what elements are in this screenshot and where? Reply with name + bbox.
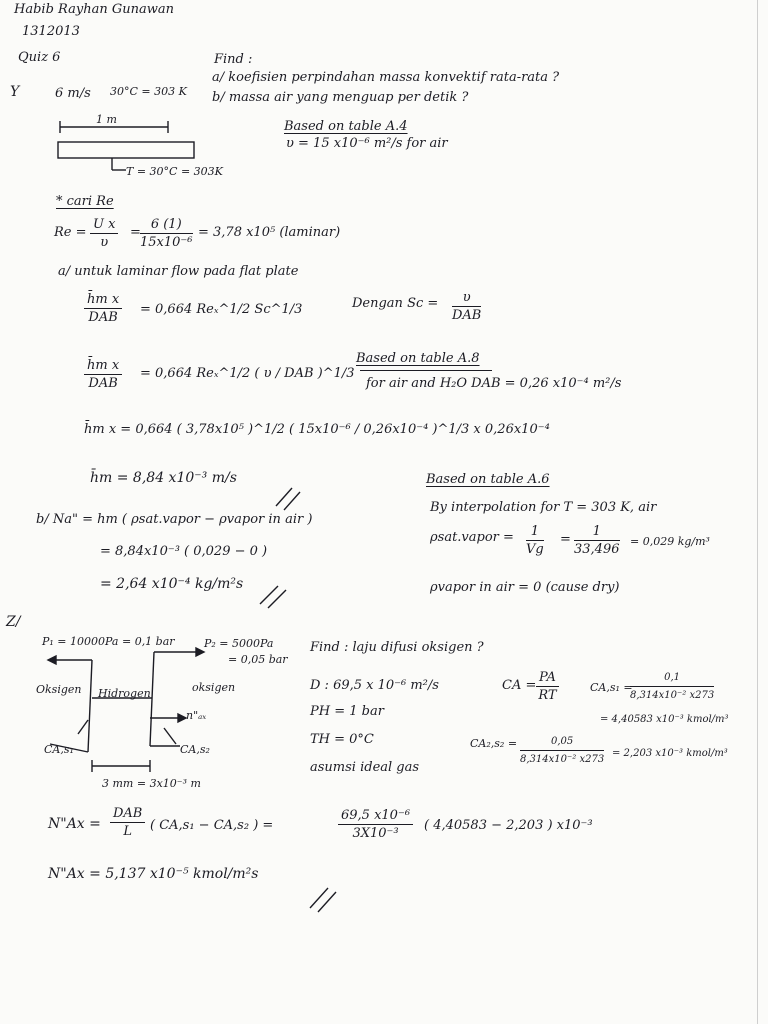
oxygen-left-label: Oksigen: [36, 683, 82, 696]
quiz-title: Quiz 6: [18, 50, 61, 65]
schmidt-fraction: [452, 290, 481, 323]
concentration-s2-numerator: 0,05: [520, 734, 604, 751]
sherwood-lhs-1: [84, 292, 122, 325]
psat-fraction-2-numerator: 1: [574, 524, 620, 541]
part-b-result: = 2,64 x10⁻⁴ kg/m²s: [100, 576, 244, 592]
pressure-1: P₁ = 10000Pa = 0,1 bar: [42, 635, 175, 648]
reynolds-fraction-symbolic: [90, 217, 118, 250]
sherwood-lhs-2-denominator: DAB: [88, 376, 118, 391]
diffusivity-value: D : 69,5 x 10⁻⁶ m²/s: [310, 678, 439, 693]
psat-result: = 0,029 kg/m³: [630, 535, 710, 548]
problem-1-marker: Y: [10, 84, 20, 100]
sherwood-substituted: = 0,664 Reₓ^1/2 ( υ / DAB )^1/3: [140, 366, 355, 381]
sherwood-lhs-2: [84, 358, 122, 391]
diffusivity-note: for air and H₂O DAB = 0,26 x10⁻⁴ m²/s: [366, 376, 622, 391]
pvapor-in-air: ρvapor in air = 0 (cause dry): [430, 580, 620, 595]
reynolds-numerator: U x: [90, 217, 118, 234]
student-name: Habib Rayhan Gunawan: [14, 2, 174, 17]
concentration-s1-result: = 4,40583 x10⁻³ kmol/m³: [600, 714, 729, 725]
find-question-a: a/ koefisien perpindahan massa konvektif rata-rata ?: [212, 70, 560, 85]
part-a-heading: a/ untuk laminar flow pada flat plate: [58, 264, 299, 279]
membrane-label: Hidrogen: [98, 687, 151, 700]
flux-equation-numerator: DAB: [110, 806, 145, 823]
part-b-equation: b/ Na" = hm ( ρsat.vapor − ρvapor in air ): [36, 512, 313, 527]
flux-label: n"ₐₓ: [186, 709, 207, 722]
flux-equation-denominator: L: [123, 824, 132, 839]
find-diffusion-rate: Find : laju difusi oksigen ?: [310, 640, 484, 655]
given-temperature: 30°C = 303 K: [110, 85, 187, 98]
flux-equation-fraction: [110, 806, 145, 839]
flux-numeric-denominator: 3X10⁻³: [352, 826, 399, 841]
part-b-substitution: = 8,84x10⁻³ ( 0,029 − 0 ): [100, 544, 268, 559]
hm-x-calculation: h̄m x = 0,664 ( 3,78x10⁵ )^1/2 ( 15x10⁻⁶ / 0,26x10⁻⁴ )^1/3 x 0,26x10⁻⁴: [84, 422, 550, 437]
flux-numeric-tail: ( 4,40583 − 2,203 ) x10⁻³: [424, 818, 593, 833]
pressure-2: P₂ = 5000Pa: [204, 637, 274, 650]
sherwood-lhs-1-numerator: h̄m x: [84, 292, 122, 309]
psat-fraction-1-denominator: Vg: [526, 542, 544, 557]
psat-equals: =: [560, 532, 571, 547]
schmidt-numerator: υ: [452, 290, 481, 307]
kinematic-viscosity: υ = 15 x10⁻⁶ m²/s for air: [286, 136, 448, 151]
reynolds-result: = 3,78 x10⁵ (laminar): [198, 225, 341, 240]
hydrogen-temperature: TH = 0°C: [310, 732, 374, 747]
flux-equation-middle: ( CA,s₁ − CA,s₂ ) =: [150, 818, 274, 833]
concentration-formula-fraction: [536, 670, 559, 703]
concentration-s1-fraction: [630, 670, 714, 703]
psat-label: ρsat.vapor =: [430, 530, 514, 545]
concentration-s1-label: CA,s₁: [44, 743, 74, 756]
psat-fraction-1-numerator: 1: [526, 524, 544, 541]
concentration-s2-result: = 2,203 x10⁻³ kmol/m³: [612, 748, 728, 759]
plate-temperature: T = 30°C = 303K: [126, 165, 223, 178]
reynolds-lhs: Re =: [54, 225, 87, 240]
sherwood-lhs-1-denominator: DAB: [88, 310, 118, 325]
reynolds-numeric-denominator: 15x10⁻⁶: [140, 235, 193, 250]
concentration-s1-lhs: CA,s₁ =: [590, 681, 633, 694]
based-on-table-a6: [426, 472, 550, 488]
schmidt-denominator: DAB: [452, 308, 482, 323]
based-on-table-a4: [284, 119, 408, 135]
hydrogen-pressure: PH = 1 bar: [310, 704, 384, 719]
reynolds-fraction-numeric: [140, 217, 193, 250]
reynolds-numeric-numerator: 6 (1): [140, 217, 193, 234]
concentration-formula-lhs: CA =: [502, 678, 537, 693]
find-reynolds-text: * cari Re: [56, 194, 114, 209]
student-id: 1312013: [22, 24, 80, 39]
ideal-gas-assumption: asumsi ideal gas: [310, 760, 420, 775]
concentration-s2-lhs: CA₂,s₂ =: [470, 737, 518, 750]
psat-fraction-2: [574, 524, 620, 557]
find-reynolds-heading: [56, 194, 114, 210]
concentration-s2-label: CA,s₂: [180, 743, 210, 756]
flux-numeric-fraction: [338, 808, 413, 841]
pressure-2-bar: = 0,05 bar: [228, 653, 288, 666]
sherwood-lhs-2-numerator: h̄m x: [84, 358, 122, 375]
based-on-table-a6-text: Based on table A.6: [426, 472, 550, 487]
based-on-table-a8: [356, 351, 480, 367]
psat-fraction-2-denominator: 33,496: [574, 542, 620, 557]
problem-2-marker: Z/: [6, 614, 21, 630]
concentration-s2-fraction: [520, 734, 604, 767]
membrane-thickness: 3 mm = 3x10⁻³ m: [102, 777, 201, 790]
concentration-s2-denominator: 8,314x10⁻² x273: [520, 754, 605, 765]
find-label: Find :: [214, 52, 253, 67]
find-question-b: b/ massa air yang menguap per detik ?: [212, 90, 469, 105]
concentration-s1-numerator: 0,1: [630, 670, 714, 687]
concentration-formula-denominator: RT: [538, 688, 557, 703]
reynolds-equals: =: [130, 225, 141, 240]
given-velocity: 6 m/s: [55, 86, 91, 101]
table-a8-rule: [360, 370, 492, 371]
based-on-table-a4-text: Based on table A.4: [284, 119, 408, 134]
concentration-s1-denominator: 8,314x10⁻² x273: [630, 690, 715, 701]
interpolation-note: By interpolation for T = 303 K, air: [430, 500, 657, 515]
psat-fraction-1: [526, 524, 544, 557]
reynolds-denominator: υ: [100, 235, 109, 250]
flux-equation-lhs: N"Ax =: [48, 816, 101, 832]
concentration-formula-numerator: PA: [536, 670, 559, 687]
flux-numeric-numerator: 69,5 x10⁻⁶: [338, 808, 413, 825]
hm-result: h̄m = 8,84 x10⁻³ m/s: [90, 470, 237, 486]
based-on-table-a8-text: Based on table A.8: [356, 351, 480, 366]
oxygen-right-label: oksigen: [192, 681, 236, 694]
plate-length-label: 1 m: [96, 113, 117, 126]
sherwood-correlation: = 0,664 Reₓ^1/2 Sc^1/3: [140, 302, 303, 317]
schmidt-definition-label: Dengan Sc =: [352, 296, 439, 311]
flux-result: N"Ax = 5,137 x10⁻⁵ kmol/m²s: [48, 866, 259, 882]
